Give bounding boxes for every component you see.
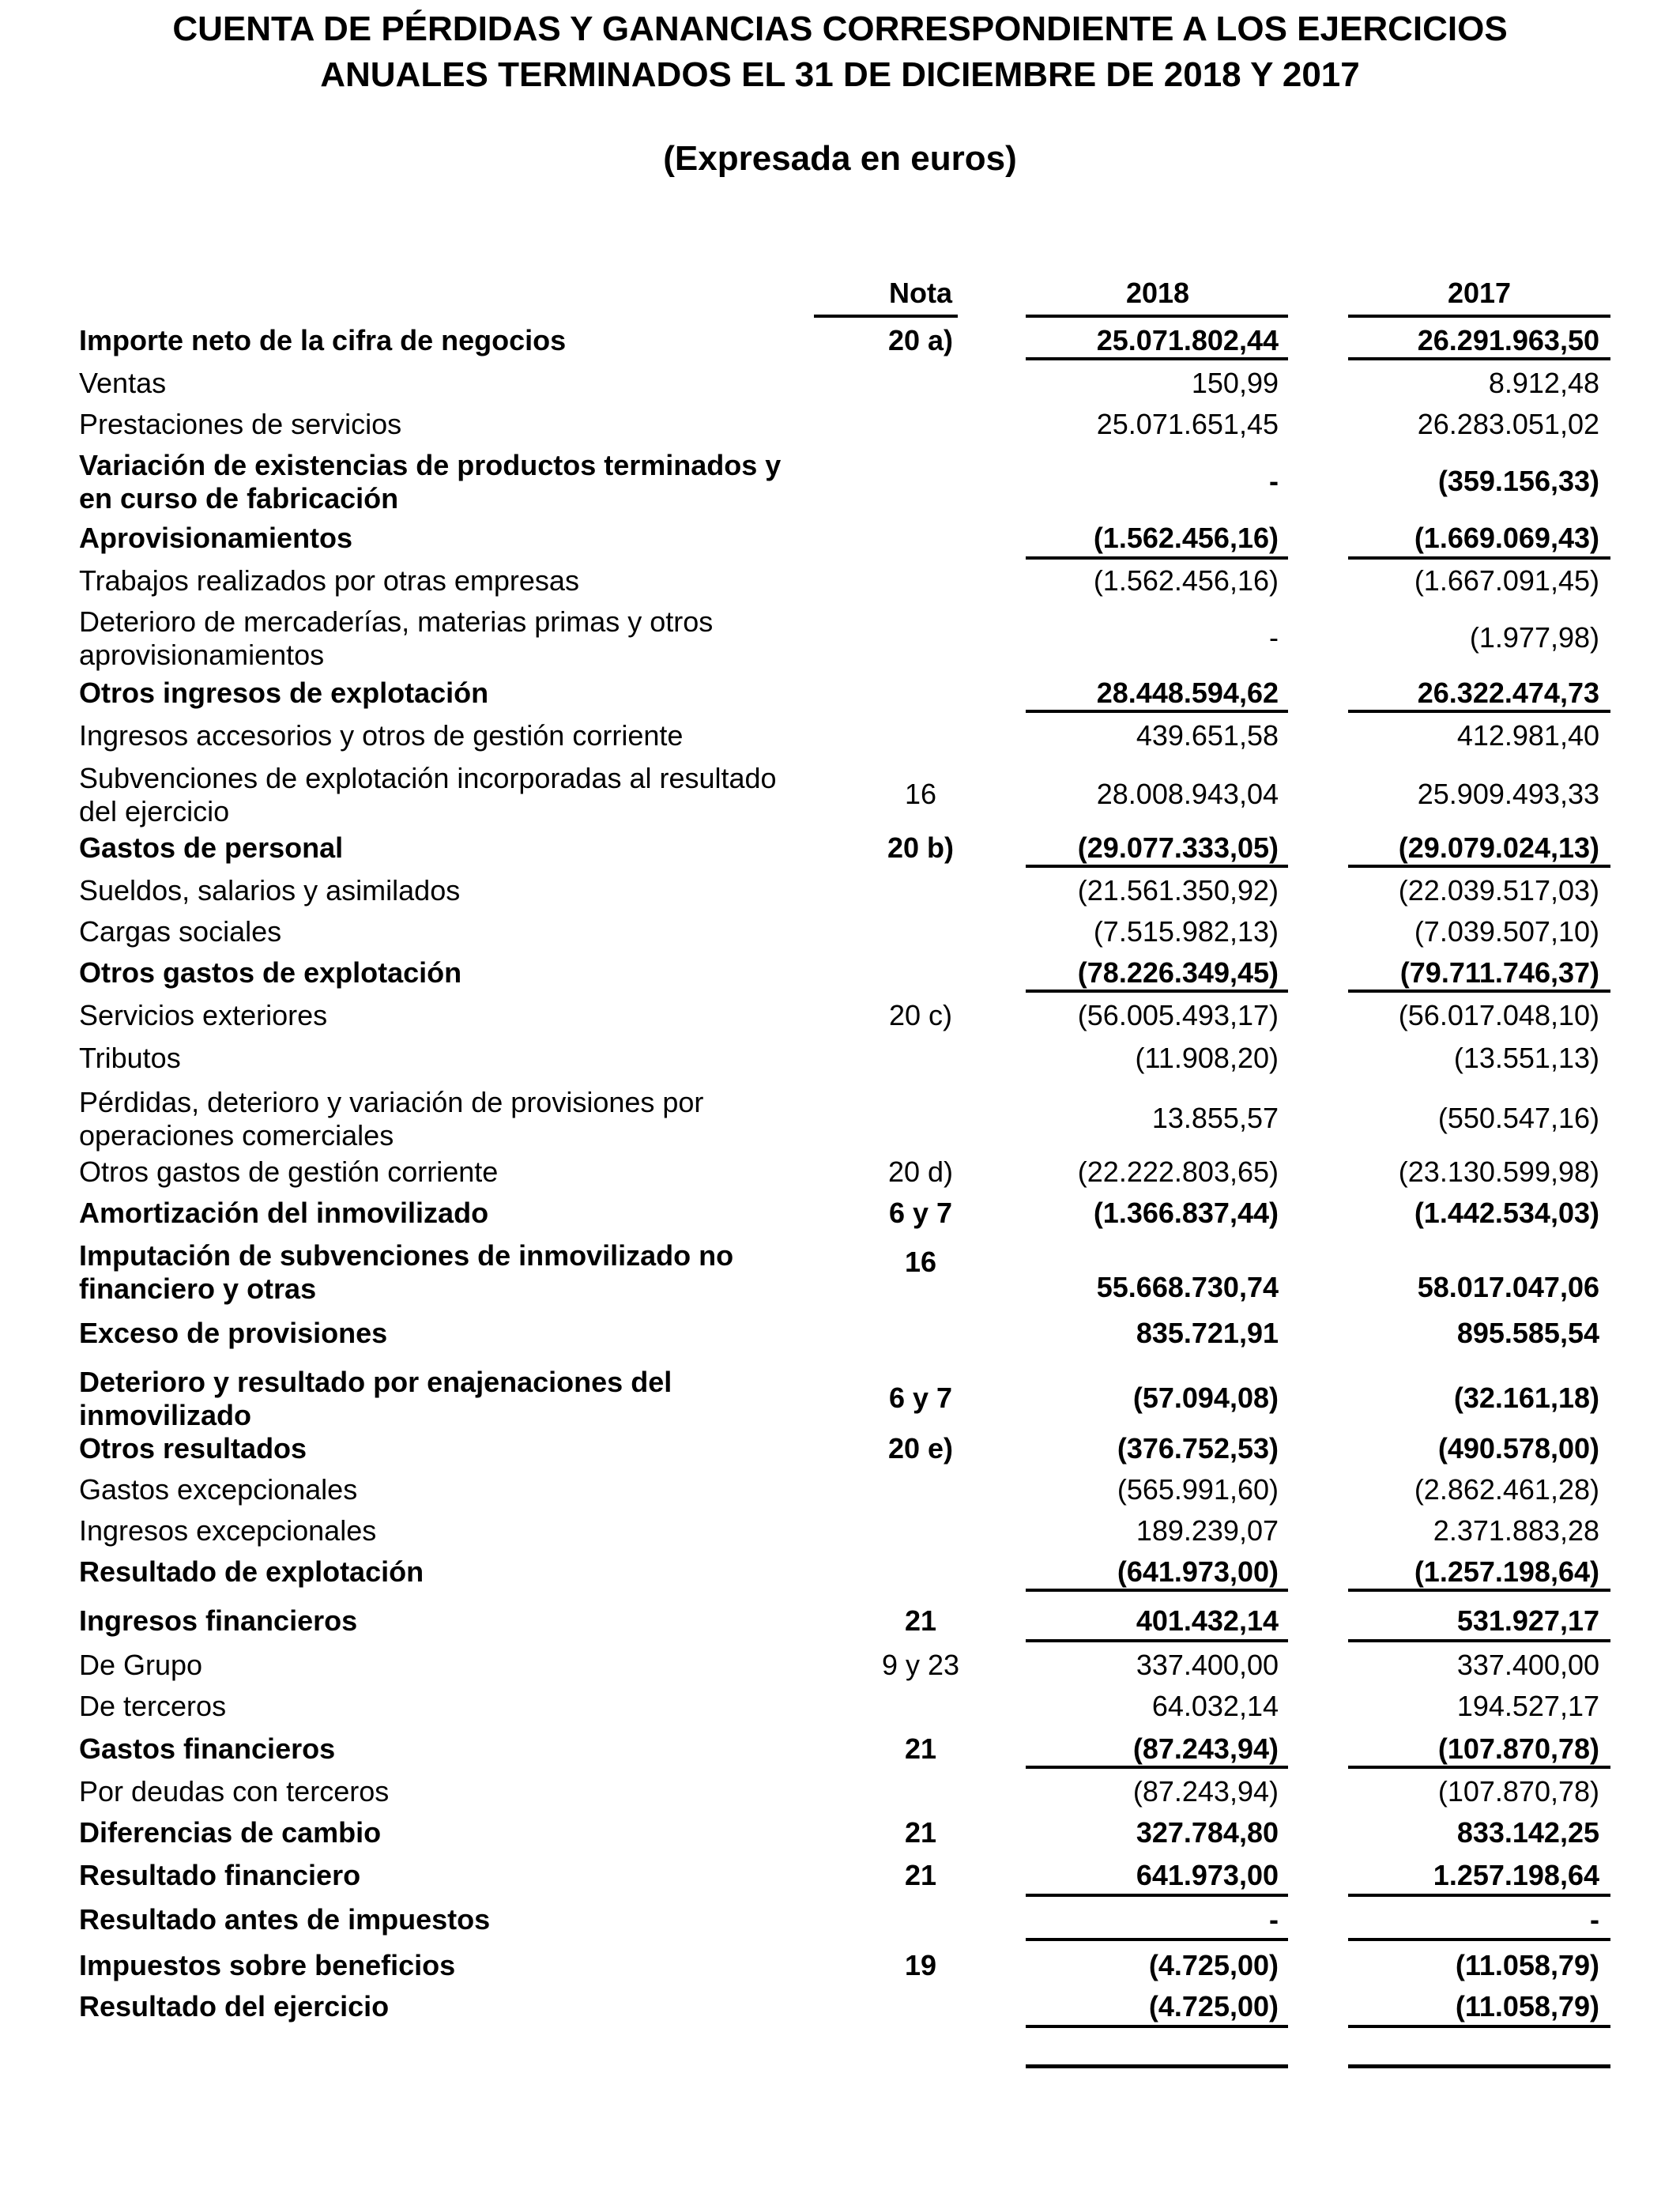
underline-rule bbox=[1348, 556, 1610, 560]
row-nota: 16 bbox=[904, 778, 937, 810]
row-value-2018: (641.973,00) bbox=[1117, 1555, 1279, 1588]
underline-rule bbox=[1348, 710, 1610, 713]
row-value-2017: (107.870,78) bbox=[1437, 1732, 1599, 1765]
row-nota: 6 y 7 bbox=[888, 1382, 953, 1414]
underline-rule bbox=[1348, 1938, 1610, 1941]
row-value-2018: (4.725,00) bbox=[1148, 1990, 1279, 2022]
row-label: Ingresos accesorios y otros de gestión corriente bbox=[79, 719, 684, 752]
row-value-2017: 26.283.051,02 bbox=[1417, 408, 1599, 440]
row-nota: 20 e) bbox=[887, 1432, 954, 1465]
row-label: Amortización del inmovilizado bbox=[79, 1197, 489, 1229]
row-value-2018: (29.077.333,05) bbox=[1077, 831, 1279, 864]
row-value-2017: (107.870,78) bbox=[1437, 1775, 1599, 1808]
row-value-2017: - bbox=[1590, 1903, 1599, 1936]
row-value-2018: 641.973,00 bbox=[1136, 1859, 1279, 1891]
row-value-2018: (1.562.456,16) bbox=[1093, 522, 1279, 554]
row-label: Sueldos, salarios y asimilados bbox=[79, 874, 461, 907]
row-value-2018: (1.562.456,16) bbox=[1093, 564, 1279, 597]
row-label: Otros gastos de explotación bbox=[79, 956, 462, 989]
row-nota: 20 c) bbox=[888, 999, 953, 1031]
row-value-2017: 412.981,40 bbox=[1456, 719, 1599, 752]
row-label: Otros resultados bbox=[79, 1432, 307, 1465]
underline-rule bbox=[1348, 2064, 1610, 2068]
row-value-2017: 26.322.474,73 bbox=[1417, 677, 1599, 709]
row-value-2017: (1.257.198,64) bbox=[1414, 1555, 1599, 1588]
underline-rule bbox=[1026, 556, 1288, 560]
row-nota: 20 a) bbox=[887, 324, 954, 356]
row-nota: 20 d) bbox=[887, 1155, 954, 1188]
row-value-2017: 25.909.493,33 bbox=[1417, 778, 1599, 810]
row-label: Exceso de provisiones bbox=[79, 1317, 388, 1349]
row-label: Gastos de personal bbox=[79, 831, 344, 864]
row-value-2017: 8.912,48 bbox=[1488, 367, 1599, 399]
row-value-2017: (11.058,79) bbox=[1455, 1949, 1599, 1981]
row-value-2017: (1.667.091,45) bbox=[1414, 564, 1599, 597]
row-nota: 6 y 7 bbox=[888, 1197, 953, 1229]
row-value-2018: 327.784,80 bbox=[1136, 1816, 1279, 1849]
row-label: Resultado de explotación bbox=[79, 1555, 424, 1588]
row-value-2017: (79.711.746,37) bbox=[1399, 956, 1599, 989]
row-label: Tributos bbox=[79, 1042, 181, 1074]
row-value-2017: (550.547,16) bbox=[1437, 1102, 1599, 1134]
row-label: Resultado del ejercicio bbox=[79, 1990, 390, 2022]
row-value-2018: 401.432,14 bbox=[1136, 1604, 1279, 1637]
underline-rule bbox=[1026, 1894, 1288, 1897]
row-label: Gastos financieros bbox=[79, 1732, 336, 1765]
underline-rule bbox=[1026, 865, 1288, 868]
row-nota: 21 bbox=[904, 1816, 937, 1849]
row-label: Importe neto de la cifra de negocios bbox=[79, 324, 567, 356]
row-nota: 19 bbox=[904, 1949, 937, 1981]
row-label: Ventas bbox=[79, 367, 167, 399]
row-label: Trabajos realizados por otras empresas bbox=[79, 564, 579, 597]
row-value-2018: - bbox=[1269, 621, 1279, 654]
row-label: Gastos excepcionales bbox=[79, 1473, 358, 1506]
row-label: Variación de existencias de productos terminados y en curso de fabricación bbox=[79, 449, 782, 515]
row-nota: 16 bbox=[904, 1246, 937, 1278]
row-value-2018: (56.005.493,17) bbox=[1077, 999, 1279, 1031]
row-value-2018: 25.071.651,45 bbox=[1096, 408, 1279, 440]
underline-rule bbox=[1348, 1639, 1610, 1642]
row-label: Diferencias de cambio bbox=[79, 1816, 382, 1849]
row-value-2018: 337.400,00 bbox=[1136, 1649, 1279, 1681]
row-value-2018: 25.071.802,44 bbox=[1096, 324, 1279, 356]
row-label: Por deudas con terceros bbox=[79, 1775, 390, 1808]
row-nota: 21 bbox=[904, 1604, 937, 1637]
row-label: Resultado financiero bbox=[79, 1859, 361, 1891]
row-value-2017: 531.927,17 bbox=[1456, 1604, 1599, 1637]
row-value-2017: 26.291.963,50 bbox=[1417, 324, 1599, 356]
row-value-2018: - bbox=[1269, 1903, 1279, 1936]
underline-rule bbox=[1026, 357, 1288, 360]
row-value-2018: (11.908,20) bbox=[1135, 1042, 1279, 1074]
underline-rule bbox=[1348, 315, 1610, 318]
row-value-2017: 1.257.198,64 bbox=[1433, 1859, 1599, 1891]
underline-rule bbox=[1348, 865, 1610, 868]
underline-rule bbox=[1348, 2025, 1610, 2028]
row-value-2017: (22.039.517,03) bbox=[1398, 874, 1599, 907]
row-label: Cargas sociales bbox=[79, 915, 282, 948]
header-2018: 2018 bbox=[1125, 277, 1190, 309]
row-value-2018: - bbox=[1269, 465, 1279, 497]
row-nota: 20 b) bbox=[887, 831, 955, 864]
row-value-2017: (1.669.069,43) bbox=[1414, 522, 1599, 554]
underline-rule bbox=[1026, 710, 1288, 713]
underline-rule bbox=[1026, 1589, 1288, 1592]
underline-rule bbox=[1348, 357, 1610, 360]
row-value-2018: 28.448.594,62 bbox=[1096, 677, 1279, 709]
row-value-2017: (7.039.507,10) bbox=[1414, 915, 1599, 948]
report-title-line2: ANUALES TERMINADOS EL 31 DE DICIEMBRE DE 2018 Y 2017 bbox=[320, 55, 1360, 94]
row-label: Deterioro y resultado por enajenaciones del inmovilizado bbox=[79, 1366, 672, 1431]
row-value-2017: (23.130.599,98) bbox=[1398, 1155, 1599, 1188]
row-value-2018: (7.515.982,13) bbox=[1093, 915, 1279, 948]
underline-rule bbox=[1348, 1894, 1610, 1897]
row-value-2018: (87.243,94) bbox=[1132, 1775, 1279, 1808]
row-value-2017: (490.578,00) bbox=[1437, 1432, 1599, 1465]
row-value-2017: (32.161,18) bbox=[1453, 1382, 1599, 1414]
underline-rule bbox=[1026, 2025, 1288, 2028]
row-label: Pérdidas, deterioro y variación de provisiones por operaciones comerciales bbox=[79, 1086, 704, 1152]
row-value-2017: (1.977,98) bbox=[1469, 621, 1599, 654]
report-subtitle: (Expresada en euros) bbox=[663, 139, 1017, 178]
row-value-2017: 337.400,00 bbox=[1456, 1649, 1599, 1681]
row-value-2017: 833.142,25 bbox=[1456, 1816, 1599, 1849]
underline-rule bbox=[1026, 2064, 1288, 2068]
row-value-2017: (359.156,33) bbox=[1437, 465, 1599, 497]
row-value-2018: (1.366.837,44) bbox=[1093, 1197, 1279, 1229]
row-value-2018: 189.239,07 bbox=[1136, 1514, 1279, 1547]
row-value-2018: (22.222.803,65) bbox=[1077, 1155, 1279, 1188]
row-value-2018: (87.243,94) bbox=[1132, 1732, 1279, 1765]
row-value-2017: (1.442.534,03) bbox=[1414, 1197, 1599, 1229]
underline-rule bbox=[1348, 1766, 1610, 1769]
header-nota: Nota bbox=[889, 277, 952, 309]
underline-rule bbox=[1026, 315, 1288, 318]
row-label: Prestaciones de servicios bbox=[79, 408, 402, 440]
row-value-2018: 64.032,14 bbox=[1151, 1690, 1279, 1722]
row-value-2018: (565.991,60) bbox=[1117, 1473, 1279, 1506]
row-nota: 9 y 23 bbox=[881, 1649, 960, 1681]
underline-rule bbox=[1348, 1589, 1610, 1592]
underline-rule bbox=[1026, 1766, 1288, 1769]
header-2017: 2017 bbox=[1447, 277, 1512, 309]
row-nota: 21 bbox=[904, 1732, 937, 1765]
row-label: Ingresos excepcionales bbox=[79, 1514, 377, 1547]
underline-rule bbox=[1026, 1938, 1288, 1941]
row-value-2018: (57.094,08) bbox=[1132, 1382, 1279, 1414]
underline-rule bbox=[1026, 1639, 1288, 1642]
row-value-2017: 2.371.883,28 bbox=[1433, 1514, 1599, 1547]
row-label: Imputación de subvenciones de inmovilizado no financiero y otras bbox=[79, 1239, 734, 1305]
row-label: De terceros bbox=[79, 1690, 227, 1722]
row-value-2018: 150,99 bbox=[1191, 367, 1279, 399]
row-label: Otros ingresos de explotación bbox=[79, 677, 489, 709]
row-value-2018: (4.725,00) bbox=[1148, 1949, 1279, 1981]
row-value-2017: 194.527,17 bbox=[1456, 1690, 1599, 1722]
row-nota: 21 bbox=[904, 1859, 937, 1891]
row-value-2017: 895.585,54 bbox=[1456, 1317, 1599, 1349]
row-value-2017: (29.079.024,13) bbox=[1398, 831, 1599, 864]
row-value-2018: (21.561.350,92) bbox=[1077, 874, 1279, 907]
row-label: Resultado antes de impuestos bbox=[79, 1903, 491, 1936]
underline-rule bbox=[1026, 990, 1288, 993]
row-value-2017: (13.551,13) bbox=[1453, 1042, 1599, 1074]
underline-rule bbox=[814, 315, 958, 318]
row-value-2018: 13.855,57 bbox=[1151, 1102, 1279, 1134]
row-value-2017: (2.862.461,28) bbox=[1414, 1473, 1599, 1506]
row-label: Impuestos sobre beneficios bbox=[79, 1949, 456, 1981]
row-value-2018: 439.651,58 bbox=[1136, 719, 1279, 752]
row-value-2017: 58.017.047,06 bbox=[1417, 1271, 1599, 1303]
report-title-line1: CUENTA DE PÉRDIDAS Y GANANCIAS CORRESPONDIENTE A LOS EJERCICIOS bbox=[172, 9, 1508, 48]
row-label: Deterioro de mercaderías, materias primas y otros aprovisionamientos bbox=[79, 605, 714, 671]
row-label: Subvenciones de explotación incorporadas al resultado del ejercicio bbox=[79, 762, 777, 827]
row-value-2018: (376.752,53) bbox=[1117, 1432, 1279, 1465]
row-value-2017: (11.058,79) bbox=[1455, 1990, 1599, 2022]
underline-rule bbox=[1348, 990, 1610, 993]
row-value-2018: 28.008.943,04 bbox=[1096, 778, 1279, 810]
row-label: Servicios exteriores bbox=[79, 999, 328, 1031]
row-label: De Grupo bbox=[79, 1649, 203, 1681]
row-label: Aprovisionamientos bbox=[79, 522, 353, 554]
row-value-2018: (78.226.349,45) bbox=[1077, 956, 1279, 989]
row-value-2018: 835.721,91 bbox=[1136, 1317, 1279, 1349]
row-label: Otros gastos de gestión corriente bbox=[79, 1155, 499, 1188]
row-value-2017: (56.017.048,10) bbox=[1398, 999, 1599, 1031]
row-value-2018: 55.668.730,74 bbox=[1096, 1271, 1279, 1303]
row-label: Ingresos financieros bbox=[79, 1604, 358, 1637]
